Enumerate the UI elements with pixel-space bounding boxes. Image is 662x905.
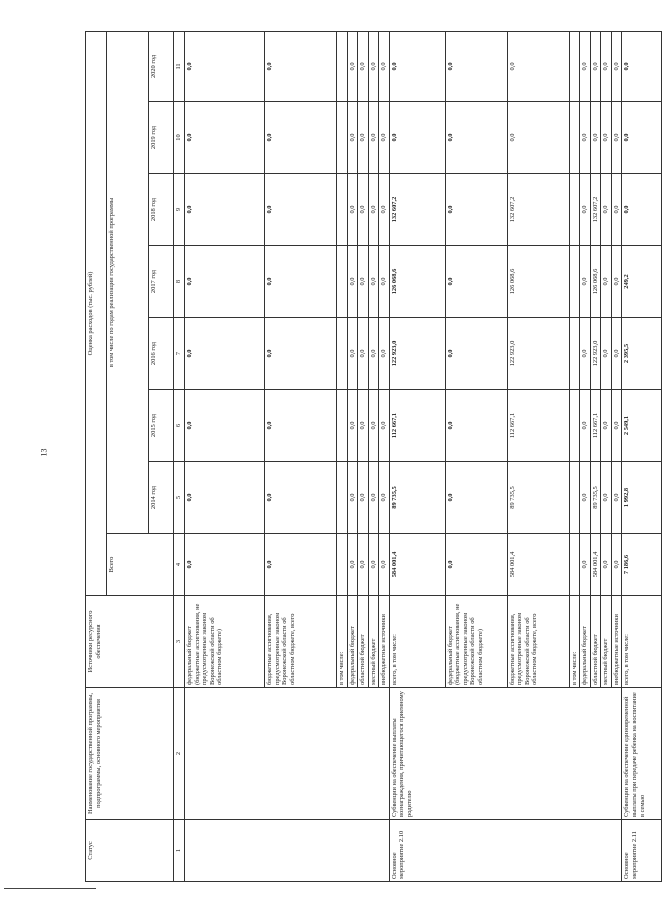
value-year: 0,0 (622, 174, 662, 246)
value-year: 0,0 (379, 246, 390, 318)
value-total: 0,0 (601, 534, 612, 596)
table-row (389, 31, 445, 881)
value-year: 0,0 (601, 31, 612, 101)
rotated-table-wrapper (85, 32, 646, 882)
value-year: 2 395,5 (622, 318, 662, 390)
value-total: 584 001,4 (507, 534, 569, 596)
value-year (569, 318, 580, 390)
value-year: 0,0 (185, 174, 265, 246)
value-year: 132 607,2 (389, 174, 445, 246)
header-year: 2016 год (149, 318, 174, 390)
row-source: местный бюджет (368, 596, 379, 688)
value-year (569, 462, 580, 534)
value-year: 112 667,1 (507, 390, 569, 462)
value-year: 122 923,0 (590, 318, 601, 390)
value-year: 0,0 (580, 318, 591, 390)
column-number: 10 (174, 102, 185, 174)
value-year: 0,0 (580, 462, 591, 534)
value-year: 0,0 (368, 462, 379, 534)
value-year: 2 549,1 (622, 390, 662, 462)
value-year: 0,0 (358, 462, 369, 534)
header-status: Статус (86, 820, 174, 882)
row-source: областной бюджет (590, 596, 601, 688)
value-year: 249,2 (622, 246, 662, 318)
value-year: 0,0 (445, 31, 507, 101)
row-source: внебюджетные источники (611, 596, 622, 688)
row-source: бюджетные ассигнования, предусмотренные законом Воронежской области об областном бюджете, всего (507, 596, 569, 688)
column-number: 4 (174, 534, 185, 596)
value-year: 0,0 (590, 31, 601, 101)
value-year (337, 390, 348, 462)
value-year: 0,0 (185, 390, 265, 462)
value-year: 0,0 (622, 31, 662, 101)
value-year: 112 667,1 (389, 390, 445, 462)
value-year (337, 174, 348, 246)
value-year: 0,0 (590, 102, 601, 174)
value-total: 0,0 (358, 534, 369, 596)
header-year: 2018 год (149, 174, 174, 246)
value-year: 0,0 (580, 246, 591, 318)
row-source: в том числе: (337, 596, 348, 688)
row-status (185, 820, 390, 882)
value-year: 122 923,0 (389, 318, 445, 390)
table-body (185, 31, 662, 881)
row-status: Основное мероприятие 2.11 (622, 820, 662, 882)
value-year: 0,0 (611, 462, 622, 534)
value-year: 0,0 (445, 390, 507, 462)
budget-table (85, 31, 662, 882)
value-year: 132 607,2 (590, 174, 601, 246)
value-year: 0,0 (368, 390, 379, 462)
row-source: областной бюджет (358, 596, 369, 688)
column-number: 9 (174, 174, 185, 246)
value-total: 0,0 (347, 534, 358, 596)
value-year: 0,0 (358, 318, 369, 390)
header-by-years: в том числе по годам реализации государственной программы (107, 31, 149, 533)
value-year: 0,0 (358, 102, 369, 174)
value-total: 584 001,4 (590, 534, 601, 596)
value-year: 89 735,5 (389, 462, 445, 534)
header-year: 2019 год (149, 102, 174, 174)
row-source: всего, в том числе: (622, 596, 662, 688)
value-year: 132 607,2 (507, 174, 569, 246)
header-year: 2015 год (149, 390, 174, 462)
value-year: 0,0 (601, 174, 612, 246)
value-total: 7 186,6 (622, 534, 662, 596)
value-year: 0,0 (601, 462, 612, 534)
column-number: 5 (174, 462, 185, 534)
row-name: Субвенции на обеспечение выплаты вознаграждения, причитающегося приемному родителю (389, 688, 622, 820)
value-year: 0,0 (611, 31, 622, 101)
header-year: 2014 год (149, 462, 174, 534)
value-year: 0,0 (265, 246, 337, 318)
value-year: 0,0 (580, 390, 591, 462)
value-total: 0,0 (379, 534, 390, 596)
value-year: 0,0 (185, 462, 265, 534)
value-total: 0,0 (580, 534, 591, 596)
value-year: 0,0 (265, 102, 337, 174)
value-year: 0,0 (611, 174, 622, 246)
value-year: 0,0 (368, 318, 379, 390)
value-year: 0,0 (347, 462, 358, 534)
table-header (86, 31, 185, 881)
value-year (337, 102, 348, 174)
value-year: 0,0 (507, 102, 569, 174)
value-year: 0,0 (601, 390, 612, 462)
column-number: 7 (174, 318, 185, 390)
value-year: 0,0 (580, 174, 591, 246)
value-year: 0,0 (265, 318, 337, 390)
value-year: 0,0 (265, 31, 337, 101)
column-number: 2 (174, 688, 185, 820)
value-year: 0,0 (445, 462, 507, 534)
value-year: 0,0 (265, 174, 337, 246)
value-year: 0,0 (580, 31, 591, 101)
value-year: 0,0 (265, 390, 337, 462)
value-year: 126 068,6 (507, 246, 569, 318)
value-year: 0,0 (379, 174, 390, 246)
value-year: 0,0 (611, 318, 622, 390)
value-year: 0,0 (368, 174, 379, 246)
value-total: 0,0 (445, 534, 507, 596)
value-year (337, 246, 348, 318)
row-source: внебюджетные источники (379, 596, 390, 688)
row-source: местный бюджет (601, 596, 612, 688)
value-year: 0,0 (358, 174, 369, 246)
scan-edge-line (4, 888, 96, 889)
value-year: 0,0 (611, 390, 622, 462)
header-name: Наименование государственной программы, подпрограммы, основного мероприятия (86, 688, 174, 820)
row-source: федеральный бюджет (580, 596, 591, 688)
value-year: 0,0 (368, 102, 379, 174)
header-source: Источники ресурсного обеспечения (86, 596, 174, 688)
column-number: 11 (174, 31, 185, 101)
value-year: 0,0 (611, 102, 622, 174)
value-year (569, 174, 580, 246)
header-year: 2017 год (149, 246, 174, 318)
column-number: 3 (174, 596, 185, 688)
value-year: 0,0 (445, 246, 507, 318)
value-year: 89 735,5 (507, 462, 569, 534)
value-year: 0,0 (611, 246, 622, 318)
value-total: 0,0 (265, 534, 337, 596)
value-year: 0,0 (185, 318, 265, 390)
value-year: 0,0 (347, 246, 358, 318)
value-year (569, 102, 580, 174)
value-year: 0,0 (580, 102, 591, 174)
value-year: 0,0 (379, 462, 390, 534)
value-year: 0,0 (347, 31, 358, 101)
value-year: 0,0 (601, 318, 612, 390)
value-year: 0,0 (185, 246, 265, 318)
value-year: 0,0 (389, 31, 445, 101)
page-number: 13 (39, 448, 49, 457)
value-year: 0,0 (347, 390, 358, 462)
value-year: 0,0 (185, 102, 265, 174)
column-number: 1 (174, 820, 185, 882)
value-total: 0,0 (611, 534, 622, 596)
value-year: 0,0 (379, 31, 390, 101)
value-year: 0,0 (507, 31, 569, 101)
row-source: бюджетные ассигнования, предусмотренные законом Воронежской области об областном бюджете, всего (265, 596, 337, 688)
value-year: 0,0 (358, 31, 369, 101)
value-year: 0,0 (358, 246, 369, 318)
value-year: 0,0 (379, 318, 390, 390)
value-year: 0,0 (622, 102, 662, 174)
value-year: 122 923,0 (507, 318, 569, 390)
header-year: 2020 год (149, 31, 174, 101)
value-year: 0,0 (445, 318, 507, 390)
value-total: 584 001,4 (389, 534, 445, 596)
value-year: 0,0 (347, 174, 358, 246)
header-total: Всего (107, 534, 174, 596)
value-total: 0,0 (185, 534, 265, 596)
value-year: 0,0 (185, 31, 265, 101)
value-year (337, 31, 348, 101)
value-year: 0,0 (389, 102, 445, 174)
value-year: 0,0 (265, 462, 337, 534)
value-year: 0,0 (601, 102, 612, 174)
value-year: 0,0 (445, 102, 507, 174)
column-number: 6 (174, 390, 185, 462)
value-total: 0,0 (368, 534, 379, 596)
row-source: федеральный бюджет (бюджетные ассигнования, не предусмотренные законом Воронежской области об областном бюджете) (185, 596, 265, 688)
row-source: всего, в том числе: (389, 596, 445, 688)
value-year: 0,0 (368, 31, 379, 101)
value-year: 112 667,1 (590, 390, 601, 462)
value-year: 0,0 (445, 174, 507, 246)
value-year: 0,0 (379, 390, 390, 462)
value-year (569, 31, 580, 101)
row-source: в том числе: (569, 596, 580, 688)
value-year: 0,0 (368, 246, 379, 318)
value-year (569, 246, 580, 318)
row-name: Субвенции на обеспечение единовременной выплаты при передаче ребенка на воспитание в семью (622, 688, 662, 820)
value-year: 0,0 (379, 102, 390, 174)
header-column-numbers-row (174, 31, 185, 881)
value-year: 1 992,8 (622, 462, 662, 534)
table-row (185, 31, 265, 881)
row-status: Основное мероприятие 2.10 (389, 820, 622, 882)
column-number: 8 (174, 246, 185, 318)
header-estimate: Оценка расходов (тыс. рублей) (86, 31, 107, 595)
value-year (569, 390, 580, 462)
value-year: 0,0 (347, 102, 358, 174)
value-year: 126 068,6 (389, 246, 445, 318)
value-total (337, 534, 348, 596)
value-total (569, 534, 580, 596)
row-source: федеральный бюджет (347, 596, 358, 688)
row-source: федеральный бюджет (бюджетные ассигнования, не предусмотренные законом Воронежской области об областном бюджете) (445, 596, 507, 688)
value-year: 89 735,5 (590, 462, 601, 534)
value-year: 0,0 (347, 318, 358, 390)
value-year (337, 318, 348, 390)
table-row (622, 31, 662, 881)
value-year: 0,0 (358, 390, 369, 462)
value-year: 126 068,6 (590, 246, 601, 318)
value-year: 0,0 (601, 246, 612, 318)
row-name (185, 688, 390, 820)
value-year (337, 462, 348, 534)
